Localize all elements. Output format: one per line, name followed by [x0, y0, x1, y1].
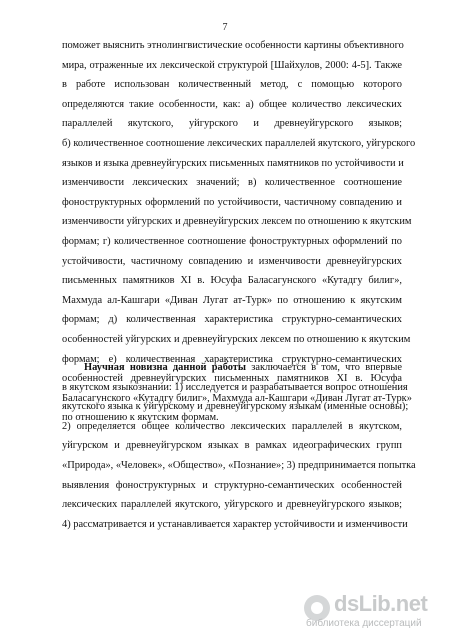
paragraph-line: по отношению к якутским формам.: [62, 412, 219, 424]
paragraph-line: [62, 358, 402, 378]
paragraph-line: мира, отраженные их лексической структурой [Шайхулов, 2000: 4-5]. Также: [62, 59, 402, 71]
paragraph-line: поможет выяснить этнолингвистические особенности картины объективного: [62, 40, 404, 51]
paragraph-line: «Природа», «Человек», «Общество», «Познание»; 3) предпринимается попытка: [62, 459, 416, 471]
paragraph-line: б) количественное соотношение лексических параллелей якутского, уйгурского: [62, 137, 416, 149]
paragraph-line: определяются такие особенности, как: а) общее количество лексических: [62, 98, 402, 110]
paragraph-line: Махмуда ал-Кашгари «Диван Лугат ат-Турк» по отношению к якутским: [62, 294, 402, 306]
paragraph-line: параллелей якутского, уйгурского и древнеуйгурского языков;: [62, 118, 402, 130]
novelty-first-line-rest: заключается в том, что впервые: [246, 362, 402, 373]
paragraph-line: лексических параллелей якутского, уйгурского и древнеуйгурского языков;: [62, 499, 402, 511]
paragraph-line: письменных памятников XI в. Юсуфа Баласагунского «Кутадгу билиг»,: [62, 275, 402, 287]
paragraph-novelty: [62, 358, 416, 534]
page-number: 7: [222, 22, 228, 33]
paragraph-line: уйгурском и древнеуйгурском языках в рамках идеографических групп: [62, 440, 402, 452]
paragraph-line: якутского языка к уйгурскому и древнеуйгурскому языкам (именные основы);: [62, 401, 409, 413]
novelty-heading: Научная новизна данной работы: [84, 362, 247, 373]
paragraph-line: Баласагунского «Кутадгу билиг», Махмуда ал-Кашгари «Диван Лугат ат-Турк»: [62, 392, 412, 404]
paragraph-line: устойчивости, частичному совпадению и изменчивости древнеуйгурских: [62, 255, 402, 267]
paragraph-line: особенностей уйгурских и древнеуйгурских лексем по отношению к якутским: [62, 333, 411, 345]
paragraph-line: фоноструктурных оформлений по устойчивости, частичному совпадению и: [62, 196, 402, 208]
paragraph-line: 2) определяется общее количество лексических параллелей в якутском,: [62, 420, 402, 432]
paragraph-line: формам; е) количественная характеристика структурно-семантических: [62, 353, 402, 365]
paragraph-line: формам; г) количественное соотношение фоноструктурных оформлений по: [62, 235, 402, 247]
watermark-subtitle: библиотека диссертаций: [306, 618, 422, 629]
dslib-watermark: [304, 591, 436, 631]
paragraph-line: формам; д) количественная характеристика структурно-семантических: [62, 314, 402, 326]
paragraph-line: выявления фоноструктурных и структурно-семантических особенностей: [62, 479, 402, 491]
watermark-logo: dsLib.net: [334, 591, 428, 616]
paragraph-line: в якутском языкознании: 1) исследуется и разрабатывается вопрос отношения: [62, 381, 408, 393]
paragraph-line: изменчивости уйгурских и древнеуйгурских лексем по отношению к якутским: [62, 216, 412, 228]
paragraph-line: изменчивости лексических значений; в) количественное соотношение: [62, 177, 402, 189]
paragraph-line: особенностей древнеуйгурских письменных памятников XI в. Юсуфа: [62, 373, 402, 385]
paragraph-line: 4) рассматривается и устанавливается характер устойчивости и изменчивости: [62, 518, 408, 530]
paragraph-line: в работе использован количественный метод, с помощью которого: [62, 79, 402, 91]
paragraph-line: языков и языка древнеуйгурских письменных памятников по устойчивости и: [62, 157, 404, 169]
